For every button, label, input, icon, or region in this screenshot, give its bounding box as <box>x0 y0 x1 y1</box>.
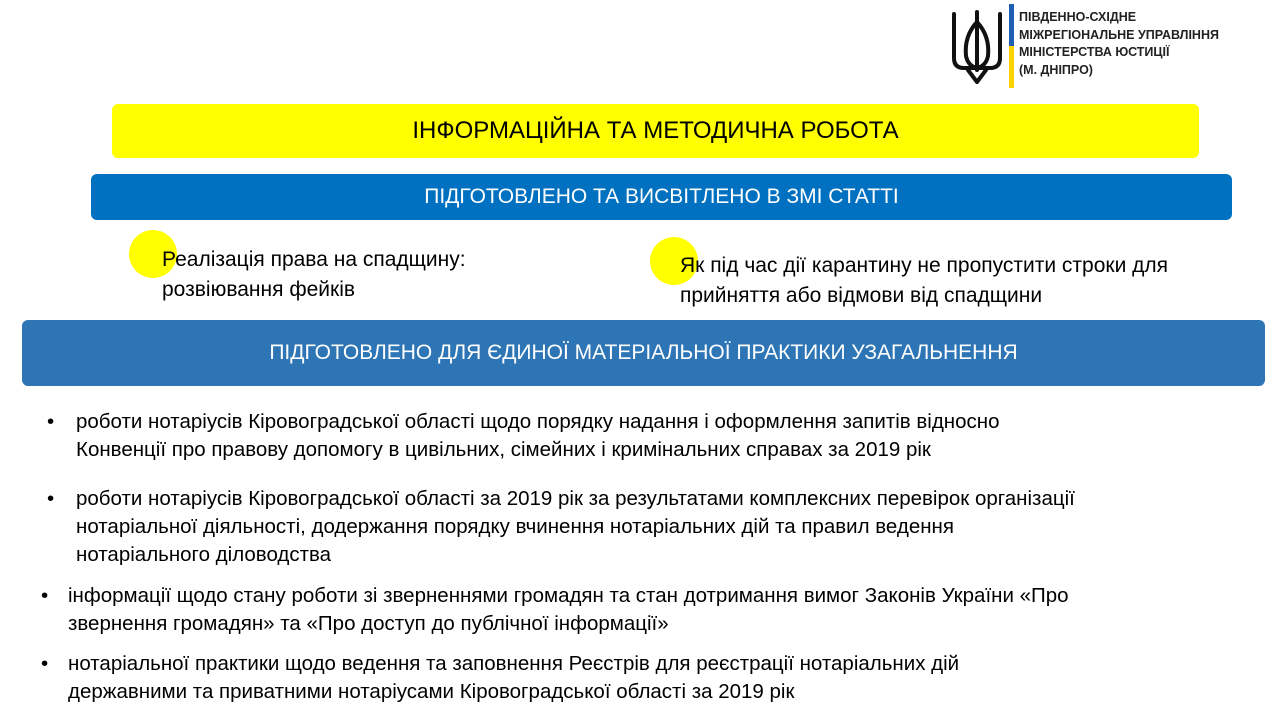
article-line: прийняття або відмови від спадщини <box>680 284 1043 307</box>
list-item-line: державними та приватними нотаріусами Кіровоградської області за 2019 рік <box>68 680 795 703</box>
article-line: Як під час дії карантину не пропустити строки для <box>680 254 1169 277</box>
articles-heading: ПІДГОТОВЛЕНО ТА ВИСВІТЛЕНО В ЗМІ СТАТТІ <box>424 185 899 208</box>
bullet-marker: • <box>41 584 49 607</box>
list-item-line: роботи нотаріусів Кіровоградської області за 2019 рік за результатами комплексних перевірок організації <box>76 487 1075 510</box>
list-item-line: Конвенції про правову допомогу в цивільних, сімейних і кримінальних справах за 2019 рік <box>76 438 931 461</box>
article-line: розвіювання фейків <box>162 278 356 301</box>
list-item-line: роботи нотаріусів Кіровоградської області щодо порядку надання і оформлення запитів відносно <box>76 410 1000 433</box>
list-item <box>41 650 1271 710</box>
articles-heading-banner <box>91 174 1232 220</box>
list-item-line: нотаріальної діяльності, додержання порядку вчинення нотаріальних дій та правил ведення <box>76 515 954 538</box>
bullet-marker: • <box>47 487 55 510</box>
article-item <box>162 245 466 305</box>
logo-line: (М. ДНІПРО) <box>1019 62 1093 77</box>
main-title-banner <box>112 104 1199 158</box>
list-item-line: звернення громадян» та «Про доступ до публічної інформації» <box>68 612 669 635</box>
logo-line: ПІВДЕННО-СХІДНЕ <box>1019 10 1137 24</box>
bullet-marker: • <box>47 410 55 433</box>
list-item <box>47 485 1272 571</box>
list-item-line: інформації щодо стану роботи зі зверненнями громадян та стан дотримання вимог Законів України «Про <box>68 584 1069 607</box>
generalization-heading-banner <box>22 320 1265 386</box>
trident-icon <box>950 8 1004 88</box>
bullet-marker: • <box>41 652 49 675</box>
article-line: Реалізація права на спадщину: <box>162 248 466 271</box>
list-item-line: нотаріальної практики щодо ведення та заповнення Реєстрів для реєстрації нотаріальних дій <box>68 652 960 675</box>
logo-yellow-bar <box>1009 46 1014 88</box>
ministry-logo <box>948 2 1278 94</box>
list-item-line: нотаріального діловодства <box>76 543 332 566</box>
logo-blue-bar <box>1009 4 1014 46</box>
generalization-heading: ПІДГОТОВЛЕНО ДЛЯ ЄДИНОЇ МАТЕРІАЛЬНОЇ ПРАКТИКИ УЗАГАЛЬНЕННЯ <box>269 341 1018 364</box>
logo-text <box>1019 9 1219 79</box>
logo-line: МІНІСТЕРСТВА ЮСТИЦІЇ <box>1019 45 1170 59</box>
list-item <box>41 582 1271 642</box>
logo-line: МІЖРЕГІОНАЛЬНЕ УПРАВЛІННЯ <box>1019 27 1219 42</box>
article-item <box>680 251 1168 311</box>
list-item <box>47 408 1267 468</box>
main-title: ІНФОРМАЦІЙНА ТА МЕТОДИЧНА РОБОТА <box>412 117 899 144</box>
